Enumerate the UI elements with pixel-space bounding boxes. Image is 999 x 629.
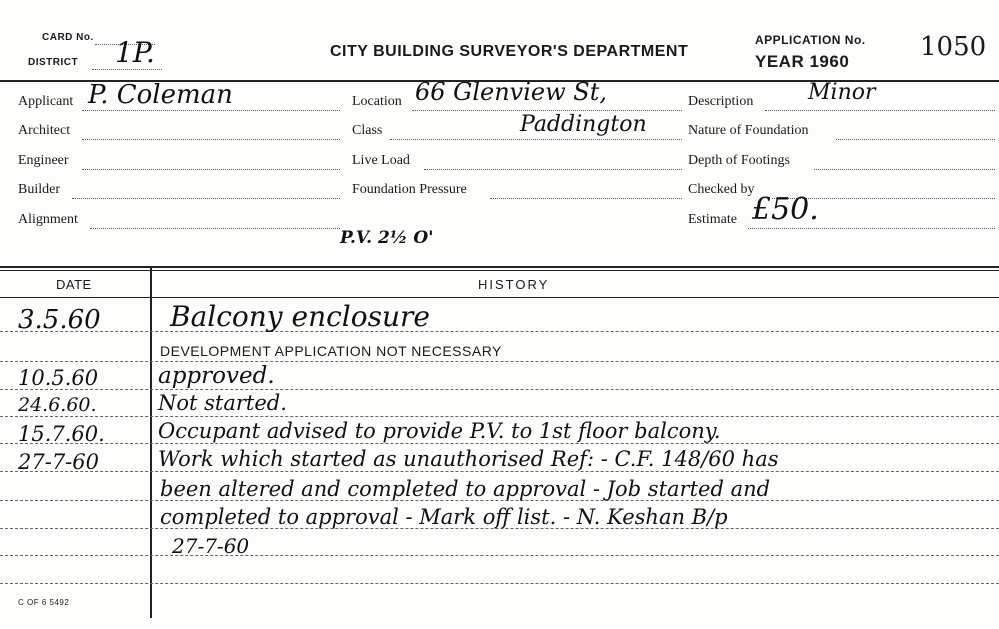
district-line (92, 69, 162, 70)
district-value: 1P. (115, 36, 155, 69)
engineer-line (82, 169, 340, 170)
entry-date: 27-7-60 (18, 450, 99, 474)
ruled-line (0, 389, 999, 390)
builder-line (72, 198, 340, 199)
architect-line (82, 139, 340, 140)
live-load-label: Live Load (352, 153, 410, 168)
alignment-label: Alignment (18, 212, 78, 227)
location-value-2: Paddington (520, 112, 647, 137)
description-value: Minor (808, 80, 876, 105)
form-code: C OF 6 5492 (18, 598, 70, 607)
entry-text: Occupant advised to provide P.V. to 1st floor balcony. (158, 419, 721, 443)
entry-text: approved. (158, 363, 275, 389)
ruled-line (0, 331, 999, 332)
class-label: Class (352, 123, 383, 138)
district-label: DISTRICT (28, 57, 79, 68)
estimate-line (748, 228, 995, 229)
foundation-pressure-line (490, 198, 682, 199)
date-column-header: DATE (56, 277, 92, 292)
card-no-label: CARD No. (42, 32, 94, 43)
entry-date: 3.5.60 (18, 305, 101, 335)
ruled-line (0, 583, 999, 584)
engineer-label: Engineer (18, 153, 69, 168)
live-load-line (424, 169, 682, 170)
entry-date: 24.6.60. (18, 394, 97, 416)
builder-label: Builder (18, 182, 60, 197)
closing-date: 27-7-60 (172, 534, 250, 558)
department-title: CITY BUILDING SURVEYOR'S DEPARTMENT (330, 43, 689, 60)
location-line (412, 110, 682, 111)
class-line (390, 139, 682, 140)
nature-of-foundation-label: Nature of Foundation (688, 123, 809, 138)
estimate-value: £50. (752, 192, 819, 227)
ruled-line (0, 471, 999, 472)
entry-continuation: completed to approval - Mark off list. - N. Keshan B/p (160, 505, 728, 529)
estimate-label: Estimate (688, 212, 737, 227)
entry-text: Not started. (158, 391, 287, 415)
entry-text: Balcony enclosure (170, 300, 430, 333)
ruled-line (0, 361, 999, 362)
ruled-line (0, 416, 999, 417)
checked-by-label: Checked by (688, 182, 755, 197)
development-stamp: DEVELOPMENT APPLICATION NOT NECESSARY (160, 343, 502, 359)
ruled-line (0, 555, 999, 556)
foundation-pressure-label: Foundation Pressure (352, 182, 467, 197)
entry-date: 15.7.60. (18, 422, 105, 446)
ruled-line (0, 443, 999, 444)
history-column-header: HISTORY (478, 277, 550, 292)
depth-of-footings-label: Depth of Footings (688, 153, 790, 168)
location-value: 66 Glenview St, (415, 78, 607, 106)
nature-of-foundation-line (836, 139, 995, 140)
entry-date: 10.5.60 (18, 366, 99, 390)
application-label: APPLICATION No. (755, 33, 866, 47)
architect-label: Architect (18, 123, 71, 138)
applicant-label: Applicant (18, 94, 74, 109)
entry-text: Work which started as unauthorised Ref: - C.F. 148/60 has (158, 447, 779, 471)
applicant-value: P. Coleman (88, 80, 233, 110)
year-label: YEAR 1960 (755, 52, 850, 71)
application-number: 1050 (920, 32, 987, 62)
pv-note: P.V. 2½ O' (340, 228, 434, 248)
depth-of-footings-line (814, 169, 995, 170)
entry-continuation: been altered and completed to approval - Job started and (160, 477, 771, 501)
description-label: Description (688, 94, 754, 109)
description-line (765, 110, 995, 111)
applicant-line (82, 110, 340, 111)
location-label: Location (352, 94, 402, 109)
alignment-line (90, 228, 340, 229)
